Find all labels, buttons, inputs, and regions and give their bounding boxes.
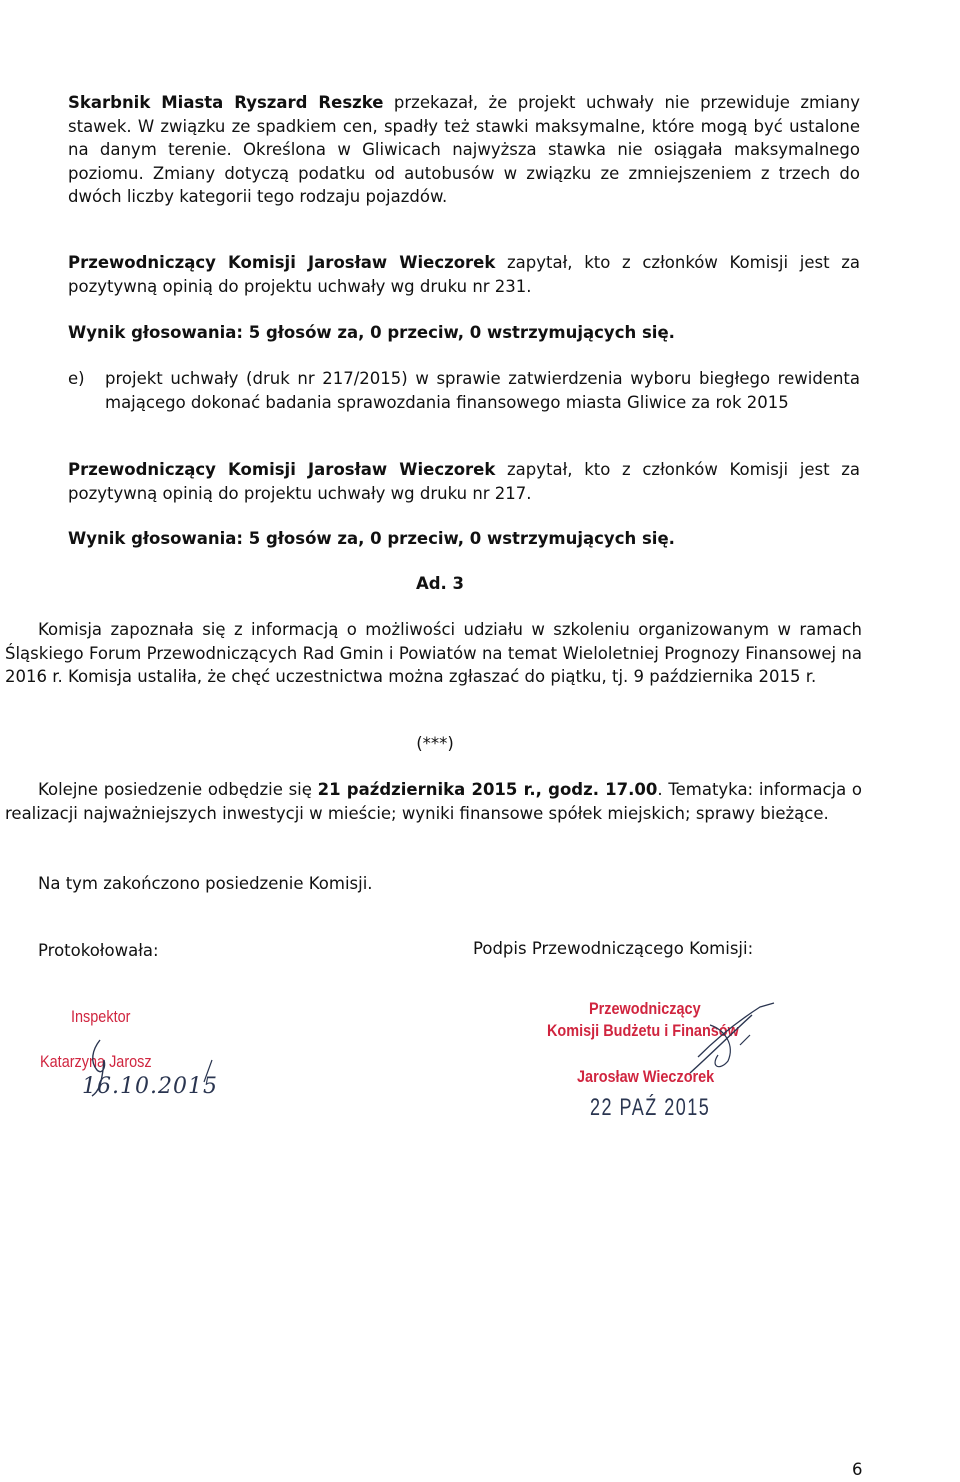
next-meeting-date: 21 października 2015 r., godz. 17.00 <box>317 780 658 799</box>
section-heading-ad3: Ad. 3 <box>415 574 465 593</box>
vote-result-1: Wynik głosowania: 5 głosów za, 0 przeciw, 0 wstrzymujących się. <box>68 323 675 342</box>
speaker-name: Przewodniczący Komisji Jarosław Wieczorek <box>68 460 496 479</box>
vote-result-2: Wynik głosowania: 5 głosów za, 0 przeciw, 0 wstrzymujących się. <box>68 529 675 548</box>
speaker-name: Skarbnik Miasta Ryszard Reszke <box>68 93 384 112</box>
right-stamp-name: Jarosław Wieczorek <box>577 1067 715 1086</box>
item-e-marker: e) <box>68 369 85 388</box>
paragraph-text: przekazał, że projekt uchwały nie przewiduje zmiany stawek. W związku ze spadkiem cen, spadły też stawki maksymalne, które mogą być ustalone na danym terenie. Określona w Gliwicach najwyższa stawka nie osiągała maksymalnego poziomu. Zmiany dotyczą podatku od autobusów w związku ze zmniejszeniem z trzech do dwóch liczby kategorii tego rodzaju pojazdów. <box>68 93 860 206</box>
paragraph-treasurer <box>68 91 860 209</box>
minutes-taker-label: Protokołowała: <box>38 941 159 960</box>
paragraph-next-meeting <box>5 778 862 825</box>
next-meeting-topics: Tematyka: informacja o realizacji najważniejszych inwestycji w mieście; wyniki finansowe spółek miejskich; sprawy bieżące. <box>5 780 863 823</box>
right-handwritten-signature <box>560 985 800 1095</box>
paragraph-chairman-question-217 <box>68 458 860 505</box>
closing-sentence: Na tym zakończono posiedzenie Komisji. <box>38 874 373 893</box>
left-stamp-title: Inspektor <box>71 1007 131 1026</box>
left-handwritten-date: 16.10.2015 <box>82 1074 218 1099</box>
left-stamp-name: Katarzyna Jarosz <box>40 1052 152 1071</box>
chairman-signature-label: Podpis Przewodniczącego Komisji: <box>473 939 754 958</box>
paragraph-text: zapytał, kto z członków Komisji jest za pozytywną opinią do projektu uchwały wg druku nr 217. <box>68 460 860 503</box>
right-date-stamp: 22 PAŹ 2015 <box>590 1094 711 1121</box>
separator: (***) <box>416 734 454 753</box>
next-meeting-lead: Kolejne posiedzenie odbędzie się <box>38 780 318 799</box>
paragraph-text: zapytał, kto z członków Komisji jest za pozytywną opinią do projektu uchwały wg druku nr 231. <box>68 253 860 296</box>
right-stamp-committee: Komisji Budżetu i Finansów <box>547 1021 739 1040</box>
paragraph-chairman-question-231 <box>68 251 860 298</box>
item-e-text: projekt uchwały (druk nr 217/2015) w sprawie zatwierdzenia wyboru biegłego rewidenta mającego dokonać badania sprawozdania finansowego miasta Gliwice za rok 2015 <box>105 369 860 412</box>
right-stamp-title: Przewodniczący <box>589 999 701 1018</box>
speaker-name: Przewodniczący Komisji Jarosław Wieczorek <box>68 253 496 272</box>
paragraph-ad3: Komisja zapoznała się z informacją o możliwości udziału w szkoleniu organizowanym w ramach Śląskiego Forum Przewodniczących Rad Gmin i Powiatów na temat Wieloletniej Prognozy Finansowej na 2016 r. Komisja ustaliła, że chęć uczestnictwa można zgłaszać do piątku, tj. 9 października 2015 r. <box>5 620 862 686</box>
next-meeting-dot: . <box>657 780 663 799</box>
page-number: 6 <box>852 1460 863 1479</box>
